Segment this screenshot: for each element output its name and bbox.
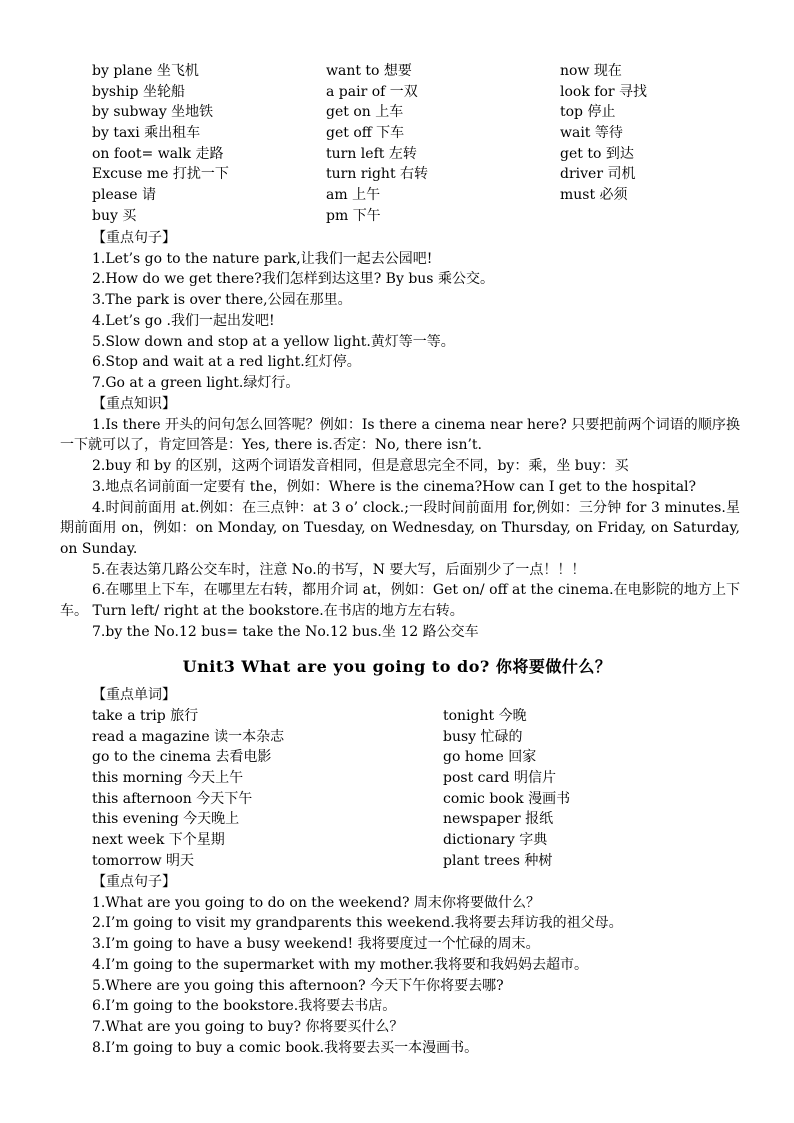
vocab-cell: now 现在 [560,63,622,79]
vocab-cell: plant trees 种树 [443,852,553,869]
vocab-row [92,747,732,768]
vocab-table-unit2 [92,61,732,227]
sentence-line: 1.Let’s go to the nature park,让我们一起去公园吧! [92,250,433,267]
vocab-cell: get on 上车 [326,104,404,121]
vocab-row [92,82,732,103]
vocab-row [92,809,732,830]
sentence-line: 4.Let’s go .我们一起出发吧! [92,312,275,329]
vocab-cell: go home 回家 [443,749,537,766]
sentence-line: 6.I’m going to the bookstore.我将要去书店。 [92,998,397,1015]
vocab-table-unit3 [92,706,732,872]
vocab-cell: by subway 坐地铁 [92,104,214,121]
vocab-cell: want to 想要 [326,63,412,79]
vocab-row [92,102,732,123]
unit-title: Unit3 What are you going to do? 你将要做什么？ [182,657,612,676]
knowledge-paragraph: 4.时间前面用 at.例如：在三点钟：at 3 o’ clock.;一段时间前面用 for,例如：三分钟 for 3 minutes.星期前面用 on，例如：on Monday, on Tuesday, on Wednesday, on Thursday, on Friday, on Saturday, on Sunday. [60,499,740,557]
key-knowledge-section [60,394,740,642]
vocab-row [92,706,732,727]
sentence-line: 7.What are you going to buy? 你将要买什么？ [92,1018,404,1035]
vocab-row [92,830,732,851]
vocab-cell: this morning 今天上午 [92,770,244,787]
knowledge-paragraph: 6.在哪里上下车，在哪里左右转，都用介词 at，例如：Get on/ off at the cinema.在电影院的地方上下车。 Turn left/ right at the bookstore.在书店的地方左右转。 [60,582,740,620]
sentence-line: 2.How do we get there?我们怎样到达这里? By bus 乘公交。 [92,271,494,288]
vocab-cell: tonight 今晚 [443,708,527,724]
knowledge-paragraph: 5.在表达第几路公交车时，注意 No.的书写，N 要大写，后面别少了一点！！！ [92,561,586,578]
vocab-cell: on foot= walk 走路 [92,145,224,162]
sentence-line: 7.Go at a green light.绿灯行。 [92,374,300,391]
vocab-cell: busy 忙碌的 [443,728,523,745]
vocab-cell: turn right 右转 [326,166,429,183]
vocab-row [92,61,732,82]
knowledge-paragraph: 2.buy 和 by 的区别，这两个词语发音相同，但是意思完全不同，by：乘，坐 buy：买 [92,458,629,475]
vocab-cell: Excuse me 打扰一下 [92,166,229,183]
vocab-row [92,789,732,810]
vocab-row [92,727,732,748]
vocab-cell: next week 下个星期 [92,832,225,849]
vocab-cell: must 必须 [560,187,628,204]
sentence-line: 3.I’m going to have a busy weekend! 我将要度过一个忙碌的周末。 [92,936,540,953]
vocab-cell: by taxi 乘出租车 [92,125,201,142]
sentence-line: 6.Stop and wait at a red light.红灯停。 [92,354,361,371]
vocab-cell: post card 明信片 [443,770,556,787]
vocab-cell: please 请 [92,187,156,204]
vocab-cell: newspaper 报纸 [443,811,554,828]
vocab-cell: wait 等待 [560,125,623,142]
knowledge-paragraph: 1.Is there 开头的问句怎么回答呢？例如：Is there a cinema near here? 只要把前两个词语的顺序换一下就可以了，肯定回答是：Yes, there is.否定：No, there isn’t. [60,416,740,454]
vocab-row [92,144,732,165]
vocab-cell: buy 买 [92,207,137,224]
vocab-cell: tomorrow 明天 [92,852,195,869]
vocab-cell: pm 下午 [326,207,381,224]
vocab-cell: go to the cinema 去看电影 [92,749,272,766]
vocab-cell: driver 司机 [560,166,636,183]
vocab-row [92,206,732,227]
vocab-cell: comic book 漫画书 [443,790,571,807]
section-heading: 【重点单词】 [92,687,176,703]
sentence-line: 4.I’m going to the supermarket with my mother.我将要和我妈妈去超市。 [92,956,588,973]
key-words-heading-block [60,685,740,706]
sentence-line: 1.What are you going to do on the weekend? 周末你将要做什么？ [92,894,540,911]
sentence-line: 5.Slow down and stop at a yellow light.黄灯等一等。 [92,333,455,350]
knowledge-paragraph: 7.by the No.12 bus= take the No.12 bus.坐 12 路公交车 [92,623,479,640]
sentence-line: 2.I’m going to visit my grandparents this weekend.我将要去拜访我的祖父母。 [92,915,623,932]
vocab-cell: take a trip 旅行 [92,708,199,724]
vocab-cell: byship 坐轮船 [92,83,185,100]
key-sentences-section [60,228,740,394]
unit3-sentences-section [60,872,740,1058]
vocab-cell: look for 寻找 [560,83,648,100]
vocab-row [92,768,732,789]
vocab-cell: get to 到达 [560,145,634,162]
vocab-row [92,185,732,206]
section-heading: 【重点知识】 [92,396,176,412]
vocab-cell: by plane 坐飞机 [92,63,199,79]
sentence-line: 3.The park is over there,公园在那里。 [92,292,352,309]
sentence-line: 5.Where are you going this afternoon? 今天下午你将要去哪? [92,977,504,994]
vocab-cell: this evening 今天晚上 [92,811,240,828]
vocab-cell: am 上午 [326,187,381,204]
vocab-cell: a pair of 一双 [326,83,418,100]
section-heading: 【重点句子】 [92,230,176,246]
vocab-cell: turn left 左转 [326,145,417,162]
vocab-row [92,851,732,872]
vocab-cell: this afternoon 今天下午 [92,790,253,807]
vocab-cell: read a magazine 读一本杂志 [92,728,285,745]
vocab-row [92,123,732,144]
vocab-row [92,164,732,185]
vocab-cell: dictionary 字典 [443,832,548,849]
section-heading: 【重点句子】 [92,874,176,890]
knowledge-paragraph: 3.地点名词前面一定要有 the，例如：Where is the cinema?How can I get to the hospital? [92,478,697,495]
vocab-cell: get off 下车 [326,125,405,142]
vocab-cell: top 停止 [560,104,616,121]
sentence-line: 8.I’m going to buy a comic book.我将要去买一本漫画书。 [92,1039,479,1056]
